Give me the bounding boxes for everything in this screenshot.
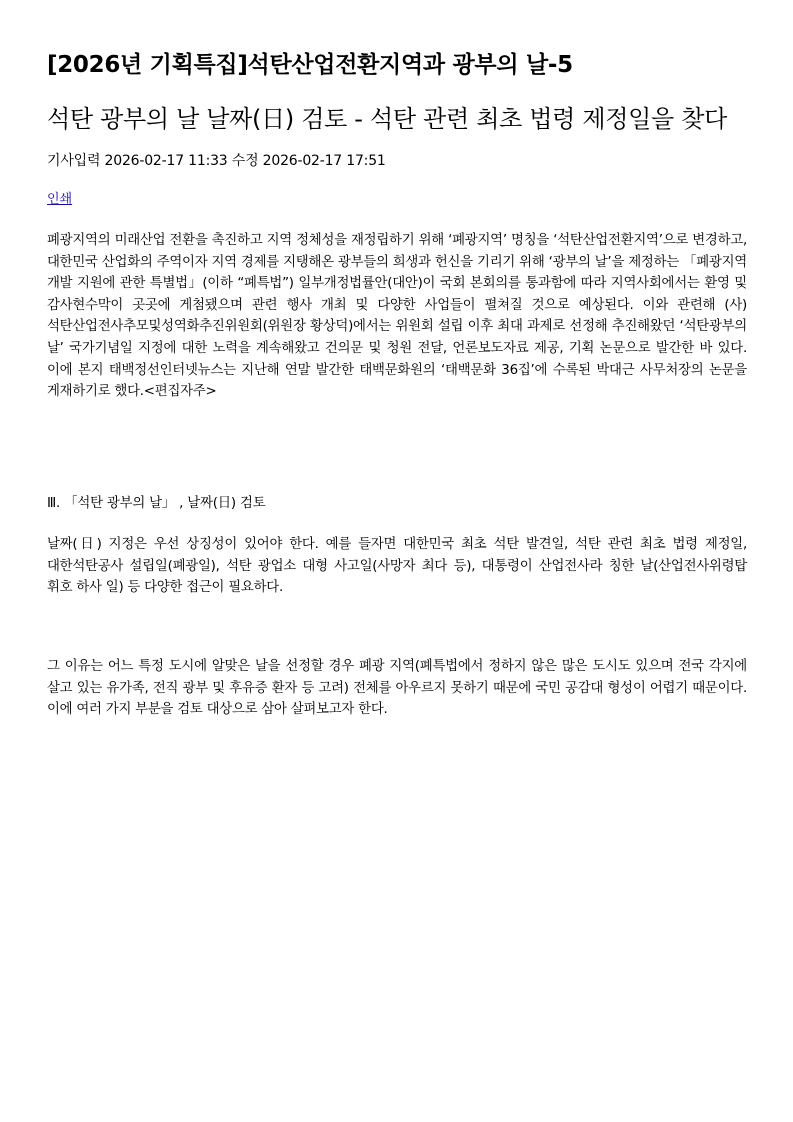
- article-headline: 석탄 광부의 날 날짜(日) 검토 - 석탄 관련 최초 법령 제정일을 찾다: [47, 105, 728, 133]
- editor-intro-paragraph: 폐광지역의 미래산업 전환을 촉진하고 지역 정체성을 재정립하기 위해 ‘폐광지역’ 명칭을 ‘석탄산업전환지역’으로 변경하고, 대한민국 산업화의 주역이자 지역 경제를 지탱해온 광부들의 희생과 헌신을 기리기 위해 ‘광부의 날’을 제정하는 「폐광지역 개발 지원에 관한 특별법」(이하 “폐특법”) 일부개정법률안(대안)이 국회 본회의를 통과함에 따라 지역사회에서는 환영 및 감사현수막이 곳곳에 게첨됐으며 관련 행사 개최 및 다양한 사업들이 펼쳐질 것으로 예상된다. 이와 관련해 (사)석탄산업전사추모및성역화추진위원회(위원장 황상덕)에서는 위원회 설립 이후 최대 과제로 선정해 추진해왔던 ‘석탄광부의 날’ 국가기념일 지정에 대한 노력을 계속해왔고 건의문 및 청원 전달, 언론보도자료 제공, 기획 논문으로 발간한 바 있다. 이에 본지 태백정선인터넷뉴스는 지난해 연말 발간한 태백문화원의 ‘태백문화 36집’에 수록된 박대근 사무처장의 논문을 게재하기로 했다.<편집자주>: [47, 233, 747, 400]
- series-title: [2026년 기획특집]석탄산업전환지역과 광부의 날-5: [47, 52, 573, 78]
- section-heading: Ⅲ. 「석탄 광부의 날」 , 날짜(日) 검토: [47, 496, 266, 511]
- body-paragraph-1: 날짜(日) 지정은 우선 상징성이 있어야 한다. 예를 들자면 대한민국 최초 석탄 발견일, 석탄 관련 최초 법령 제정일, 대한석탄공사 설립일(폐광일), 석탄 광업소 대형 사고일(사망자 최다 등), 대통령이 산업전사라 칭한 날(산업전사위령탑 휘호 하사 일) 등 다양한 접근이 필요하다.: [47, 537, 747, 596]
- article-meta: 기사입력 2026-02-17 11:33 수정 2026-02-17 17:51: [47, 153, 386, 169]
- print-link[interactable]: 인쇄: [47, 192, 73, 207]
- body-paragraph-2: 그 이유는 어느 특정 도시에 알맞은 날을 선정할 경우 폐광 지역(폐특법에서 정하지 않은 많은 도시도 있으며 전국 각지에 살고 있는 유가족, 전직 광부 및 후유증 환자 등 고려) 전체를 아우르지 못하기 때문에 국민 공감대 형성이 어렵기 때문이다. 이에 여러 가지 부분을 검토 대상으로 삼아 살펴보고자 한다.: [47, 659, 747, 718]
